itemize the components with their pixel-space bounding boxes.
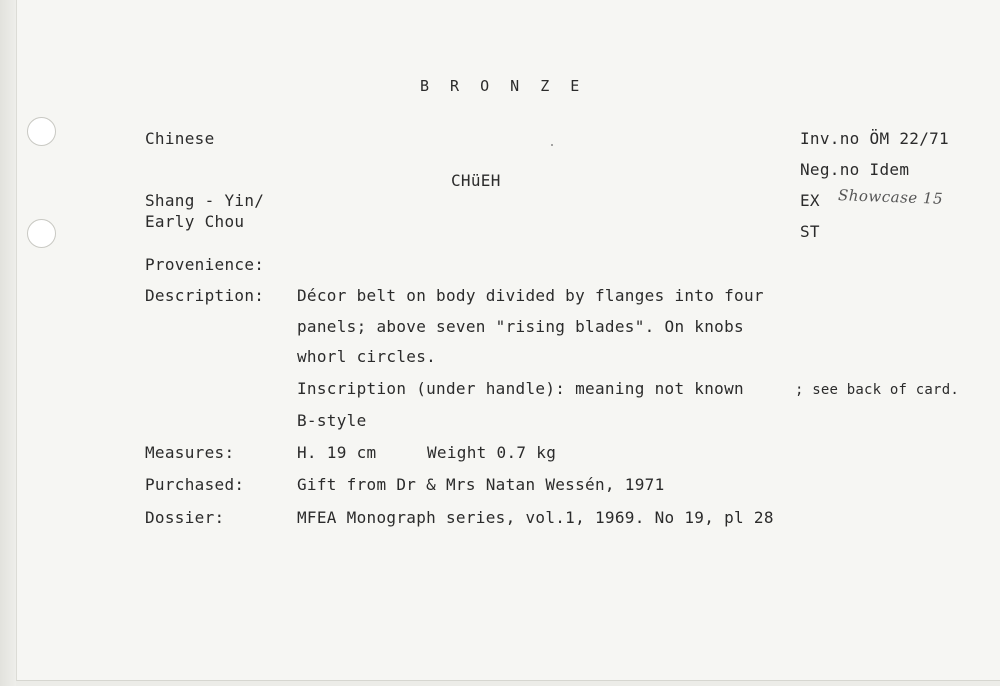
description-line-2: panels; above seven "rising blades". On knobs (297, 317, 744, 336)
description-line-4: Inscription (under handle): meaning not known (297, 379, 744, 398)
provenience-label: Provenience: (145, 255, 265, 274)
description-line-3: whorl circles. (297, 347, 437, 366)
ink-speck (551, 144, 553, 146)
period-line-2: Early Chou (145, 212, 245, 231)
ex-label: EX (800, 191, 820, 210)
inventory-number: Inv.no ÖM 22/71 (800, 129, 949, 148)
period-line-1: Shang - Yin/ (145, 191, 265, 210)
measures-height: H. 19 cm (297, 443, 377, 462)
card-title: B R O N Z E (420, 77, 586, 95)
measures-label: Measures: (145, 443, 235, 462)
catalogue-card (16, 0, 1000, 681)
purchased-label: Purchased: (145, 475, 245, 494)
description-line-5: B-style (297, 411, 367, 430)
dossier-value: MFEA Monograph series, vol.1, 1969. No 19, pl 28 (297, 508, 774, 527)
description-line-1: Décor belt on body divided by flanges into four (297, 286, 764, 305)
punch-hole-bottom (27, 219, 56, 248)
purchased-value: Gift from Dr & Mrs Natan Wessén, 1971 (297, 475, 665, 494)
punch-hole-top (27, 117, 56, 146)
description-line-4-addendum: ; see back of card. (795, 382, 959, 398)
description-label: Description: (145, 286, 265, 305)
measures-weight: Weight 0.7 kg (427, 443, 557, 462)
culture: Chinese (145, 129, 215, 148)
st-label: ST (800, 222, 820, 241)
ex-handwritten-note: Showcase 15 (837, 186, 944, 208)
negative-number: Neg.no Idem (800, 160, 910, 179)
card-left-edge (0, 0, 16, 686)
object-name: CHüEH (451, 171, 501, 190)
dossier-label: Dossier: (145, 508, 225, 527)
